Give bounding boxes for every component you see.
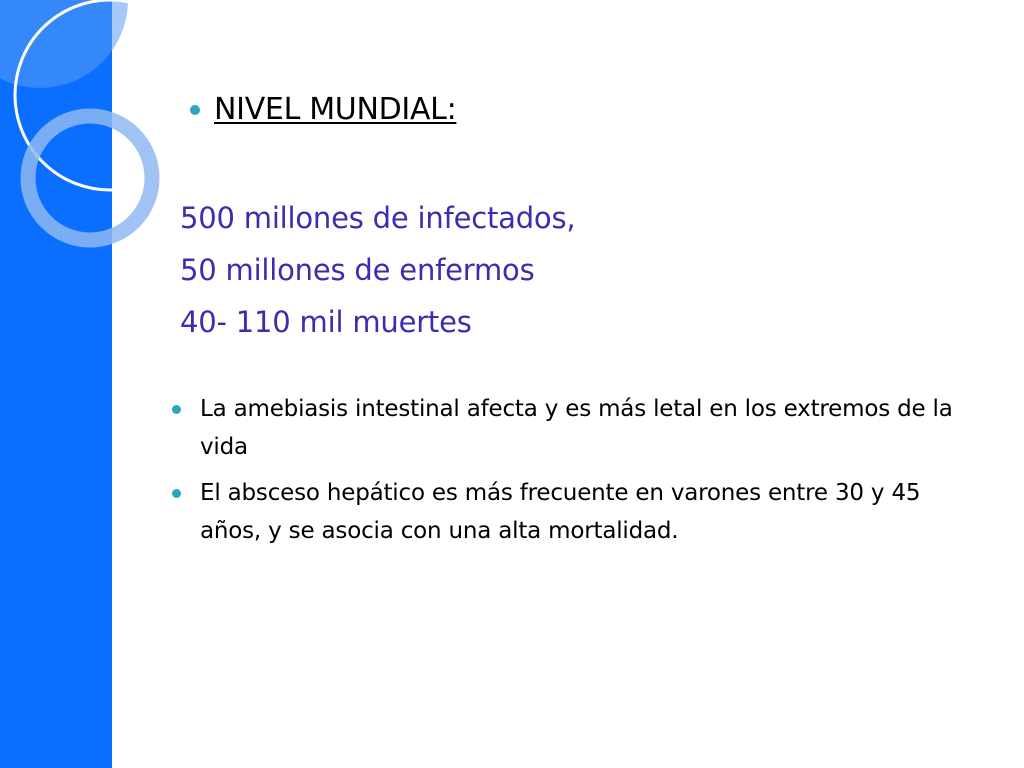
list-item (172, 390, 982, 466)
decorative-circles (0, 0, 200, 260)
stat-line: 500 millones de infectados, (180, 201, 576, 235)
stats-block (180, 192, 575, 348)
bullet-list (172, 390, 982, 558)
bullet-icon (190, 105, 200, 115)
bullet-icon (172, 489, 181, 498)
slide-heading: NIVEL MUNDIAL: (214, 92, 457, 127)
pale-ring (28, 116, 152, 240)
bullet-icon (172, 405, 181, 414)
list-item-text: La amebiasis intestinal afecta y es más letal en los extremos de la vida (200, 396, 953, 460)
stat-line: 40- 110 mil muertes (180, 305, 472, 339)
heading-row (190, 92, 456, 127)
list-item-text: El absceso hepático es más frecuente en varones entre 30 y 45 años, y se asocia con una alta mortalidad. (200, 480, 921, 544)
list-item (172, 474, 982, 550)
stat-line: 50 millones de enfermos (180, 253, 535, 287)
